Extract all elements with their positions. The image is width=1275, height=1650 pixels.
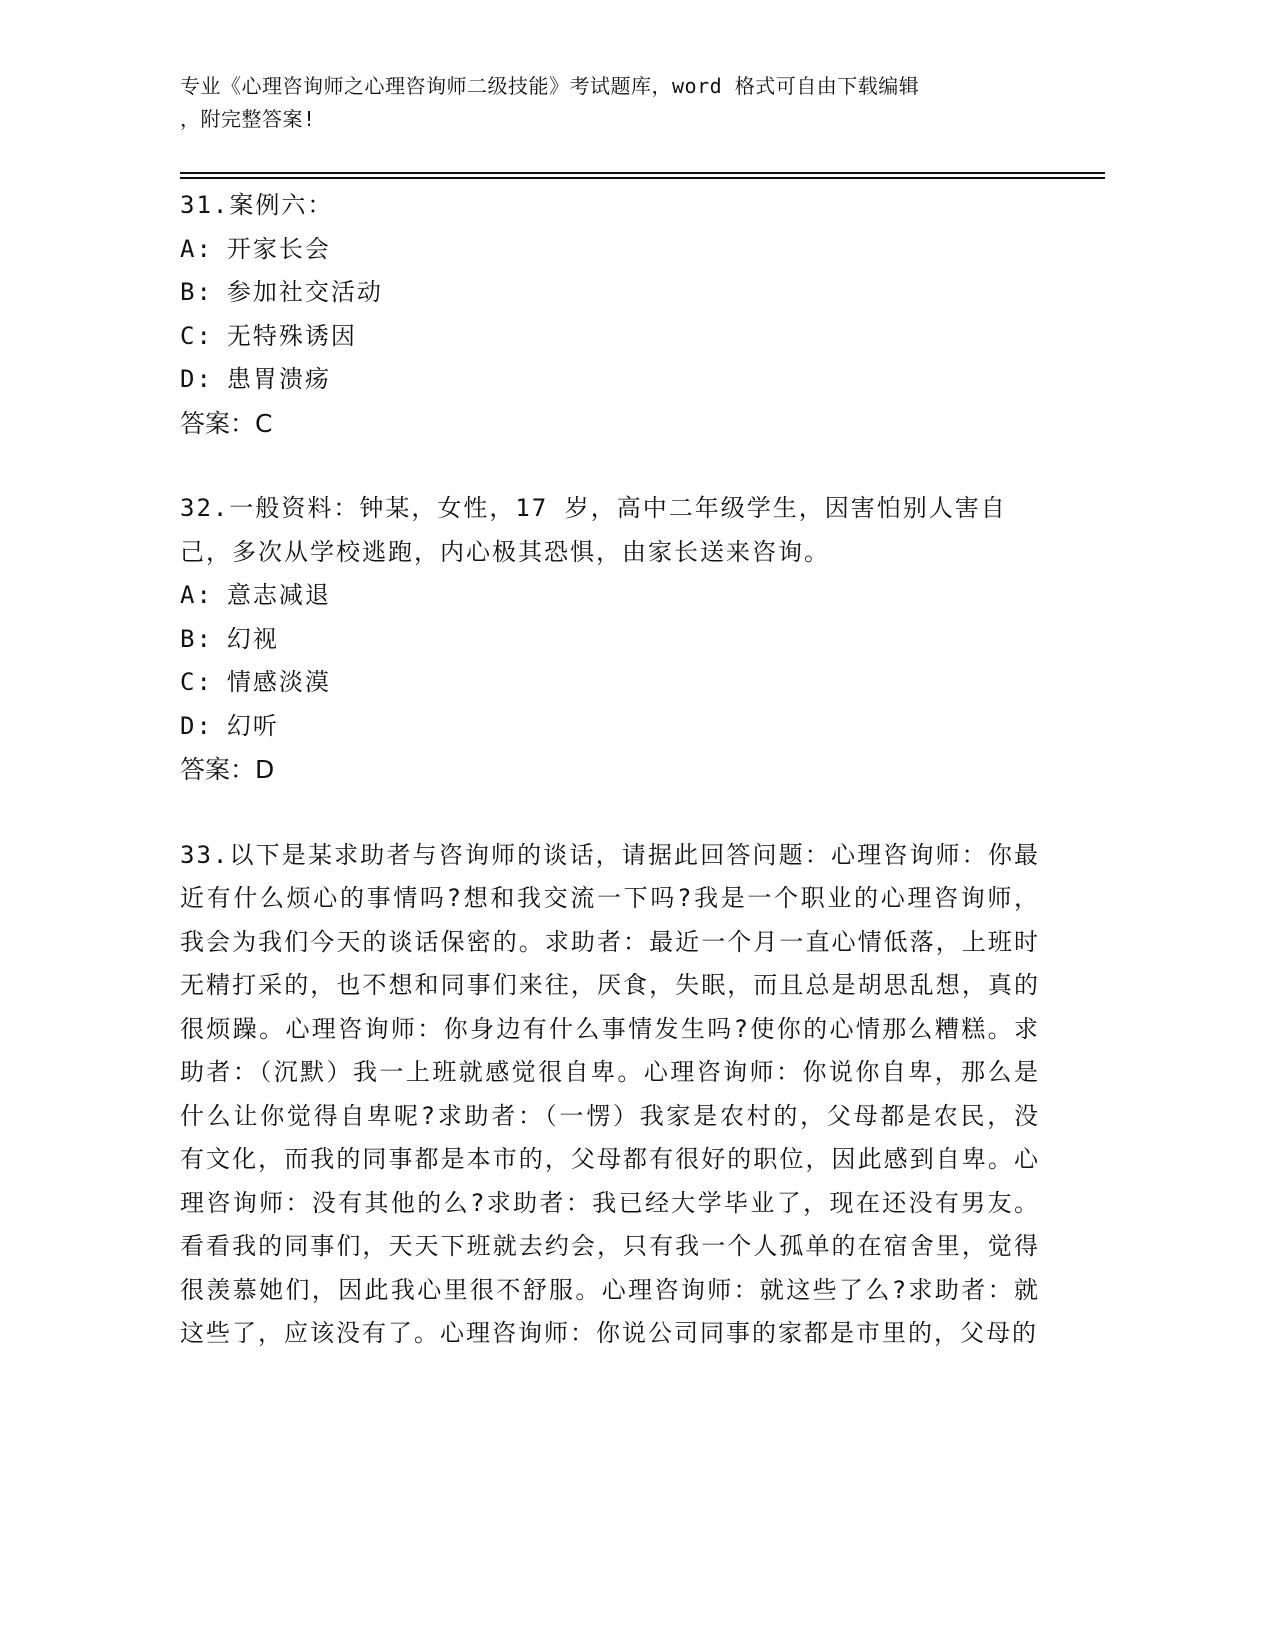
- option-text: 意志减退: [226, 581, 331, 609]
- option-c: [180, 315, 1040, 359]
- question-stem: 32.一般资料：钟某，女性，17 岁，高中二年级学生，因害怕别人害自己，多次从学校逃跑，内心极其恐惧，由家长送来咨询。: [180, 494, 1007, 566]
- option-letter: D:: [180, 365, 213, 393]
- option-a: [180, 228, 1040, 272]
- option-letter: A:: [180, 234, 213, 263]
- question-stem: 33.以下是某求助者与咨询师的谈话，请据此回答问题：心理咨询师：你最近有什么烦心的事情吗?想和我交流一下吗?我是一个职业的心理咨询师，我会为我们今天的谈话保密的。求助者：最近一个月一直心情低落，上班时无精打采的，也不想和同事们来往，厌食，失眠，而且总是胡思乱想，真的很烦躁。心理咨询师：你身边有什么事情发生吗?使你的心情那么糟糕。求助者：（沉默）我一上班就感觉很自卑。心理咨询师：你说你自卑，那么是什么让你觉得自卑呢?求助者：（一愣）我家是农村的，父母都是农民，没有文化，而我的同事都是本市的，父母都有很好的职位，因此感到自卑。心理咨询师：没有其他的么?求助者：我已经大学毕业了，现在还没有男友。看看我的同事们，天天下班就去约会，只有我一个人孤单的在宿舍里，觉得很羡慕她们，因此我心里很不舒服。心理咨询师：就这些了么?求助者：就这些了，应该没有了。心理咨询师：你说公司同事的家都是市里的，父母的: [180, 840, 1040, 1347]
- option-text: 幻听: [226, 711, 279, 740]
- header-line-1: 专业《心理咨询师之心理咨询师二级技能》考试题库，word 格式可自由下载编辑: [180, 74, 920, 98]
- option-letter: B:: [180, 278, 213, 306]
- option-letter: B:: [180, 624, 213, 653]
- answer-line: 答案：C: [180, 408, 273, 438]
- header-divider-top: [180, 172, 1105, 174]
- option-letter: D:: [180, 711, 213, 740]
- question-32: [180, 487, 1040, 792]
- question-33: [180, 834, 1040, 1356]
- option-b: [180, 271, 1040, 315]
- option-b: [180, 618, 1040, 662]
- question-list: [180, 184, 1040, 1398]
- option-d: [180, 705, 1040, 749]
- option-letter: C:: [180, 668, 213, 696]
- option-c: [180, 661, 1040, 705]
- option-letter: A:: [180, 581, 213, 609]
- question-31: [180, 184, 1040, 445]
- option-text: 患胃溃疡: [226, 365, 331, 393]
- header-divider-bottom: [180, 177, 1105, 179]
- answer-line: 答案：D: [180, 755, 275, 784]
- option-d: [180, 358, 1040, 402]
- option-text: 无特殊诱因: [226, 321, 357, 350]
- option-text: 开家长会: [226, 234, 331, 263]
- option-text: 幻视: [226, 624, 279, 653]
- option-text: 参加社交活动: [226, 278, 383, 306]
- option-letter: C:: [180, 321, 213, 350]
- option-text: 情感淡漠: [226, 668, 331, 696]
- header-line-2: ，附完整答案!: [180, 107, 316, 131]
- question-stem: 31.案例六：: [180, 191, 334, 219]
- document-header: [180, 70, 1040, 136]
- option-a: [180, 574, 1040, 618]
